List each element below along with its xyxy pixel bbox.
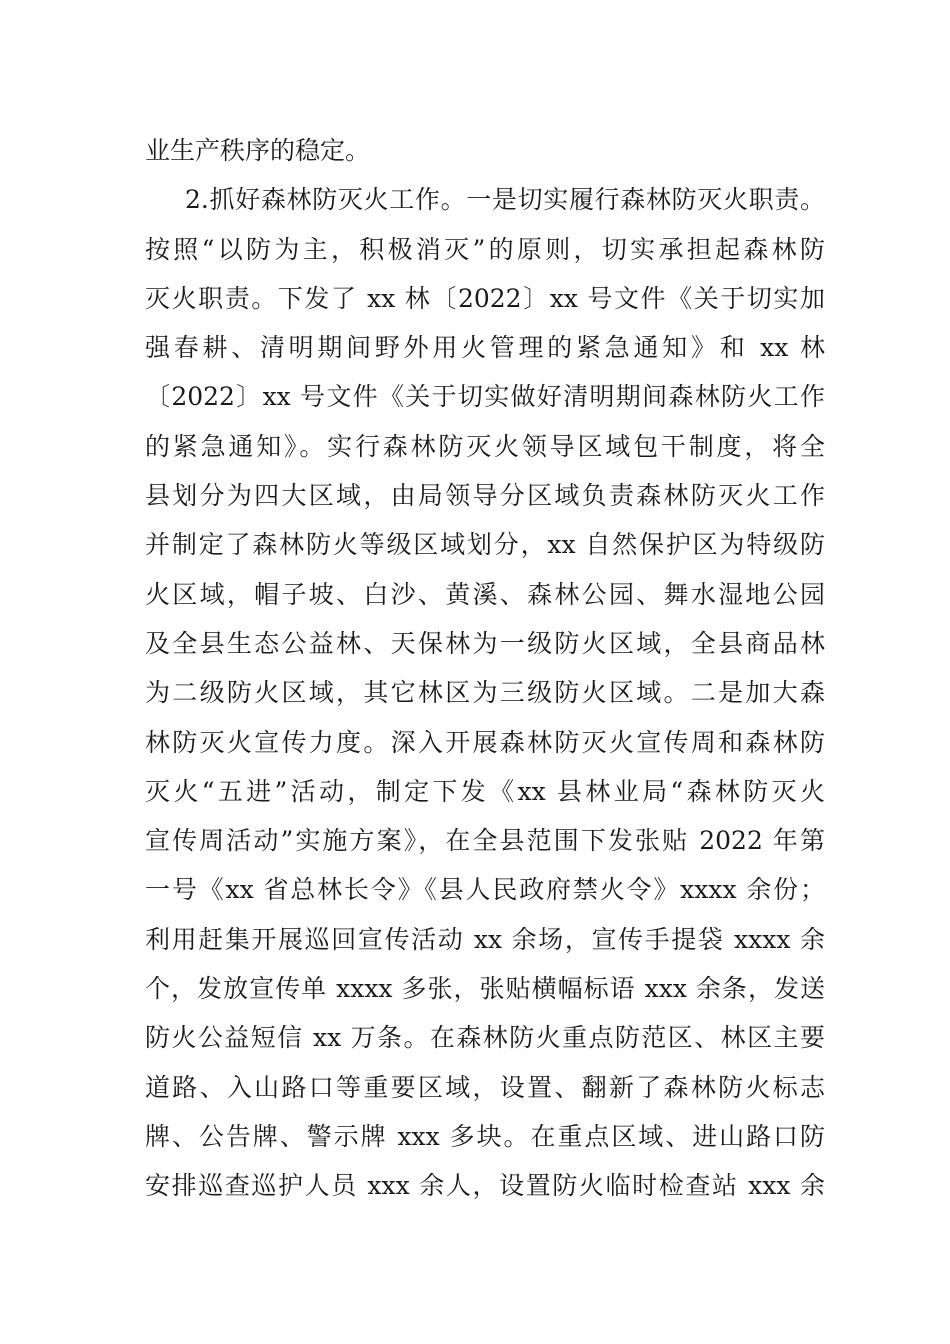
body-text [145,126,825,1211]
text-line: 按照“以防为主，积极消灭”的原则，切实承担起森林防 [145,234,825,264]
paragraph-first-line: 2.抓好森林防灭火工作。一是切实履行森林防灭火职责。 [185,185,825,215]
text-line: 一号《xx 省总林长令》《县人民政府禁火令》xxxx 余份； [145,875,825,905]
text-line: 及全县生态公益林、天保林为一级防火区域，全县商品林 [145,628,825,658]
text-line: 宣传周活动”实施方案》，在全县范围下发张贴 2022 年第 [145,826,825,856]
text-line: 林防灭火宣传力度。深入开展森林防灭火宣传周和森林防 [145,727,825,757]
text-line: 安排巡查巡护人员 xxx 余人，设置防火临时检查站 xxx 余 [145,1171,825,1201]
text-line: 利用赶集开展巡回宣传活动 xx 余场，宣传手提袋 xxxx 余 [145,924,825,954]
text-line: 〔2022〕xx 号文件《关于切实做好清明期间森林防火工作 [145,382,825,412]
text-line: 防火公益短信 xx 万条。在森林防火重点防范区、林区主要 [145,1023,825,1053]
text-line: 灭火职责。下发了 xx 林〔2022〕xx 号文件《关于切实加 [145,283,825,313]
text-line: 牌、公告牌、警示牌 xxx 多块。在重点区域、进山路口防 [145,1121,825,1151]
text-line: 并制定了森林防火等级区域划分，xx 自然保护区为特级防 [145,530,825,560]
text-line: 业生产秩序的稳定。 [145,136,371,165]
text-line: 的紧急通知》。实行森林防灭火领导区域包干制度，将全 [145,431,825,461]
text-line: 县划分为四大区域，由局领导分区域负责森林防灭火工作 [145,481,825,511]
text-line: 灭火“五进”活动，制定下发《xx 县林业局“森林防灭火 [145,776,825,806]
text-line: 强春耕、清明期间野外用火管理的紧急通知》和 xx 林 [145,333,825,363]
text-line: 火区域，帽子坡、白沙、黄溪、森林公园、舞水湿地公园 [145,579,825,609]
text-line: 道路、入山路口等重要区域，设置、翻新了森林防火标志 [145,1072,825,1102]
text-line: 为二级防火区域，其它林区为三级防火区域。二是加大森 [145,678,825,708]
text-line: 个，发放宣传单 xxxx 多张，张贴横幅标语 xxx 余条，发送 [145,974,825,1004]
